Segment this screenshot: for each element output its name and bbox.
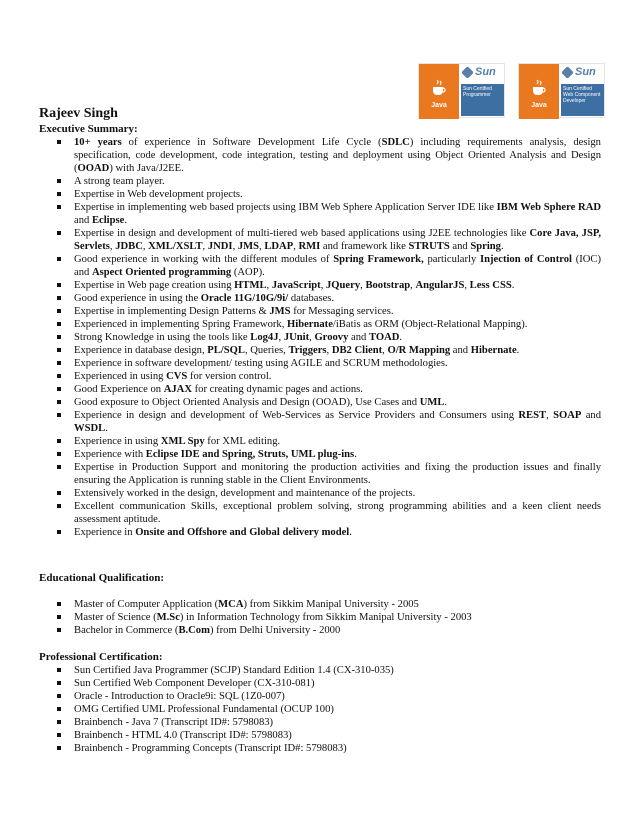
text: Bachelor in Commerce ( — [74, 625, 179, 636]
text: ) from Sikkim Manipal University - 2005 — [243, 599, 419, 610]
bold-text: HTML — [234, 280, 267, 291]
bold-text: Oracle 11G/10G/9i/ — [200, 293, 289, 304]
list-item — [56, 331, 601, 344]
bold-text: TOAD — [368, 332, 400, 343]
list-item — [56, 624, 601, 637]
certification-heading: Professional Certification: — [39, 651, 163, 663]
text: Experienced in using — [74, 371, 167, 382]
bold-text: Log4J — [250, 332, 279, 343]
logo-caption: Sun Certified Web Component Developer — [561, 84, 604, 116]
bold-text: JQuery — [326, 280, 361, 291]
java-cup-icon — [429, 78, 449, 98]
bold-text: MCA — [218, 599, 244, 610]
text: . — [124, 215, 127, 226]
text: . — [399, 332, 403, 343]
text: for creating dynamic pages and actions. — [191, 384, 363, 395]
text: , — [202, 241, 208, 252]
bold-text: JMS — [237, 241, 260, 252]
text: , — [410, 280, 416, 291]
list-item — [56, 611, 601, 624]
sun-java-programmer-logo — [418, 63, 505, 118]
summary-list — [56, 136, 601, 539]
list-item — [56, 318, 601, 331]
text: (AOP). — [231, 267, 265, 278]
text: and — [348, 332, 369, 343]
text: , Queries, — [244, 345, 289, 356]
list-item — [56, 344, 601, 357]
bold-text: XML/XSLT — [148, 241, 203, 252]
text: OMG Certified UML Professional Fundamental (OCUP 100) — [74, 704, 334, 715]
text: . — [516, 345, 520, 356]
text: Oracle - Introduction to Oracle9i: SQL (1Z0-007) — [74, 691, 285, 702]
text: and — [581, 410, 601, 421]
list-item — [56, 409, 601, 435]
list-item — [56, 383, 601, 396]
text: Experience in using — [74, 436, 161, 447]
text: for version control. — [187, 371, 272, 382]
bold-text: Less CSS — [469, 280, 512, 291]
sun-logo-icon — [461, 66, 474, 79]
list-item — [56, 305, 601, 318]
text: for Messaging services. — [290, 306, 394, 317]
education-heading: Educational Qualification: — [39, 572, 164, 584]
list-item — [56, 448, 601, 461]
text: Experienced in implementing Spring Framework, — [74, 319, 288, 330]
list-item — [56, 201, 601, 227]
text: Master of Science ( — [74, 612, 157, 623]
list-item — [56, 690, 601, 703]
text: , — [464, 280, 470, 291]
text: Experience in database design, — [74, 345, 208, 356]
education-list — [56, 598, 601, 637]
text: ) including requirements analysis, design specification, code development, code integration, testing and deployment using Object Oriented Analysis and Design ( — [74, 137, 601, 174]
bold-text: 10+ years — [74, 137, 122, 148]
bold-text: O/R Mapping — [387, 345, 451, 356]
text: Sun Certified Java Programmer (SCJP) Standard Edition 1.4 (CX-310-035) — [74, 665, 394, 676]
text: Good experience in working with the different modules of — [74, 254, 334, 265]
bold-text: Spring Framework, — [333, 254, 424, 265]
list-item — [56, 279, 601, 292]
list-item — [56, 716, 601, 729]
text: Extensively worked in the design, development and maintenance of the projects. — [74, 488, 416, 499]
list-item — [56, 227, 601, 253]
bold-text: STRUTS — [408, 241, 450, 252]
text: , — [278, 332, 284, 343]
bold-text: Eclipse IDE and Spring, Struts, UML plug-ins — [145, 449, 355, 460]
text: . — [500, 241, 504, 252]
bold-text: JMS — [269, 306, 291, 317]
bold-text: Bootstrap — [365, 280, 411, 291]
bold-text: DB2 Client — [331, 345, 383, 356]
bold-text: Hibernate — [287, 319, 333, 330]
text: for XML editing. — [204, 436, 281, 447]
text: Expertise in Production Support and monitoring the production activities and fixing the production issues and finally ensuring the Application is running stable in the Client Environments. — [74, 462, 601, 486]
java-cup-icon — [529, 78, 549, 98]
bold-text: SDLC — [381, 137, 410, 148]
list-item — [56, 370, 601, 383]
bold-text: REST — [518, 410, 547, 421]
bold-text: IBM Web Sphere RAD — [496, 202, 602, 213]
text: Good experience in using the — [74, 293, 201, 304]
bold-text: Hibernate — [470, 345, 517, 356]
bold-text: Injection of Control — [480, 254, 572, 265]
text: , — [266, 280, 272, 291]
certification-logos — [418, 63, 607, 118]
bold-text: RMI — [298, 241, 321, 252]
list-item — [56, 396, 601, 409]
candidate-name: Rajeev Singh — [39, 106, 118, 121]
text: , — [259, 241, 265, 252]
list-item — [56, 729, 601, 742]
list-item — [56, 487, 601, 500]
text: and framework like — [320, 241, 409, 252]
text: A strong team player. — [74, 176, 165, 187]
list-item — [56, 435, 601, 448]
text: Excellent communication Skills, exceptional problem solving, strong programming abilities and a keen client needs assessment aptitude. — [74, 501, 601, 525]
text: and — [449, 241, 471, 252]
text: Expertise in Web page creation using — [74, 280, 235, 291]
bold-text: Onsite and Offshore and Global delivery model — [135, 527, 350, 538]
text: /iBatis as ORM (Object-Relational Mapping). — [332, 319, 528, 330]
bold-text: SOAP — [553, 410, 582, 421]
text: . — [511, 280, 515, 291]
text: Brainbench - HTML 4.0 (Transcript ID#: 5798083) — [74, 730, 292, 741]
text: Expertise in design and development of multi-tiered web based applications using J2EE technologies like — [74, 228, 530, 239]
list-item — [56, 357, 601, 370]
text: (IOC) and — [74, 254, 602, 278]
text: Master of Computer Application ( — [74, 599, 219, 610]
sun-wordmark: Sun — [475, 66, 496, 78]
bold-text: Core Java, JSP, Servlets — [74, 228, 601, 252]
bold-text: Aspect Oriented programming — [91, 267, 232, 278]
text: Good Experience on — [74, 384, 164, 395]
bold-text: LDAP — [264, 241, 294, 252]
bold-text: AJAX — [163, 384, 192, 395]
list-item — [56, 500, 601, 526]
bold-text: B.Com — [178, 625, 210, 636]
list-item — [56, 664, 601, 677]
bold-text: JDBC — [115, 241, 143, 252]
text: , — [320, 280, 326, 291]
list-item — [56, 175, 601, 188]
list-item — [56, 188, 601, 201]
list-item — [56, 742, 601, 755]
bold-text: M.Sc — [156, 612, 180, 623]
logo-caption: Sun Certified Programmer — [461, 84, 504, 116]
text: Experience in software development/ testing using AGILE and SCRUM methodologies. — [74, 358, 448, 369]
text: and — [450, 345, 471, 356]
text: , — [142, 241, 149, 252]
bold-text: OOAD — [77, 163, 110, 174]
summary-heading: Executive Summary: — [39, 123, 138, 135]
sun-web-component-logo — [518, 63, 605, 118]
bold-text: PL/SQL — [207, 345, 245, 356]
text: Experience with — [74, 449, 146, 460]
text: particularly — [423, 254, 480, 265]
text: Experience in design and development of Web-Services as Service Providers and Consumers using — [74, 410, 519, 421]
bold-text: Spring — [470, 241, 501, 252]
bold-text: CVS — [166, 371, 188, 382]
text: Brainbench - Java 7 (Transcript ID#: 5798083) — [74, 717, 274, 728]
list-item — [56, 703, 601, 716]
text: Brainbench - Programming Concepts (Transcript ID#: 5798083) — [74, 743, 347, 754]
text: Expertise in implementing web based projects using IBM Web Sphere Application Server IDE like — [74, 202, 497, 213]
text: ) in Information Technology from Sikkim Manipal University - 2003 — [179, 612, 472, 623]
sun-logo-icon — [561, 66, 574, 79]
text: and — [74, 215, 92, 226]
java-wordmark: Java — [431, 102, 447, 109]
bold-text: Eclipse — [91, 215, 125, 226]
bold-text: JNDI — [207, 241, 233, 252]
text: ) from Delhi University - 2000 — [209, 625, 341, 636]
bold-text: JavaScript — [271, 280, 321, 291]
text: . — [105, 423, 108, 434]
text: , — [326, 345, 332, 356]
text: , — [382, 345, 388, 356]
text: . — [354, 449, 357, 460]
text: Sun Certified Web Component Developer (CX-310-081) — [74, 678, 315, 689]
text: databases. — [288, 293, 335, 304]
certification-list — [56, 664, 601, 755]
list-item — [56, 526, 601, 539]
text: , — [360, 280, 366, 291]
bold-text: WSDL — [74, 423, 106, 434]
bold-text: AngularJS — [415, 280, 465, 291]
sun-wordmark: Sun — [575, 66, 596, 78]
text: . — [349, 527, 352, 538]
text: Expertise in Web development projects. — [74, 189, 243, 200]
list-item — [56, 253, 601, 279]
bold-text: UML — [419, 397, 445, 408]
java-wordmark: Java — [531, 102, 547, 109]
list-item — [56, 136, 601, 175]
list-item — [56, 292, 601, 305]
list-item — [56, 598, 601, 611]
text: Experience in — [74, 527, 136, 538]
text: Expertise in implementing Design Patterns & — [74, 306, 270, 317]
text: Strong Knowledge in using the tools like — [74, 332, 251, 343]
bold-text: XML Spy — [160, 436, 205, 447]
text: , — [546, 410, 554, 421]
text: Good exposure to Object Oriented Analysis and Design (OOAD), Use Cases and — [74, 397, 420, 408]
list-item — [56, 677, 601, 690]
text: of experience in Software Development Life Cycle ( — [121, 137, 382, 148]
text: , — [232, 241, 238, 252]
text: , — [309, 332, 315, 343]
text: , — [293, 241, 299, 252]
text: . — [444, 397, 448, 408]
text: ) with Java/J2EE. — [109, 163, 184, 174]
bold-text: Groovy — [314, 332, 349, 343]
list-item — [56, 461, 601, 487]
bold-text: JUnit — [283, 332, 310, 343]
text: , — [109, 241, 116, 252]
bold-text: Triggers — [288, 345, 327, 356]
